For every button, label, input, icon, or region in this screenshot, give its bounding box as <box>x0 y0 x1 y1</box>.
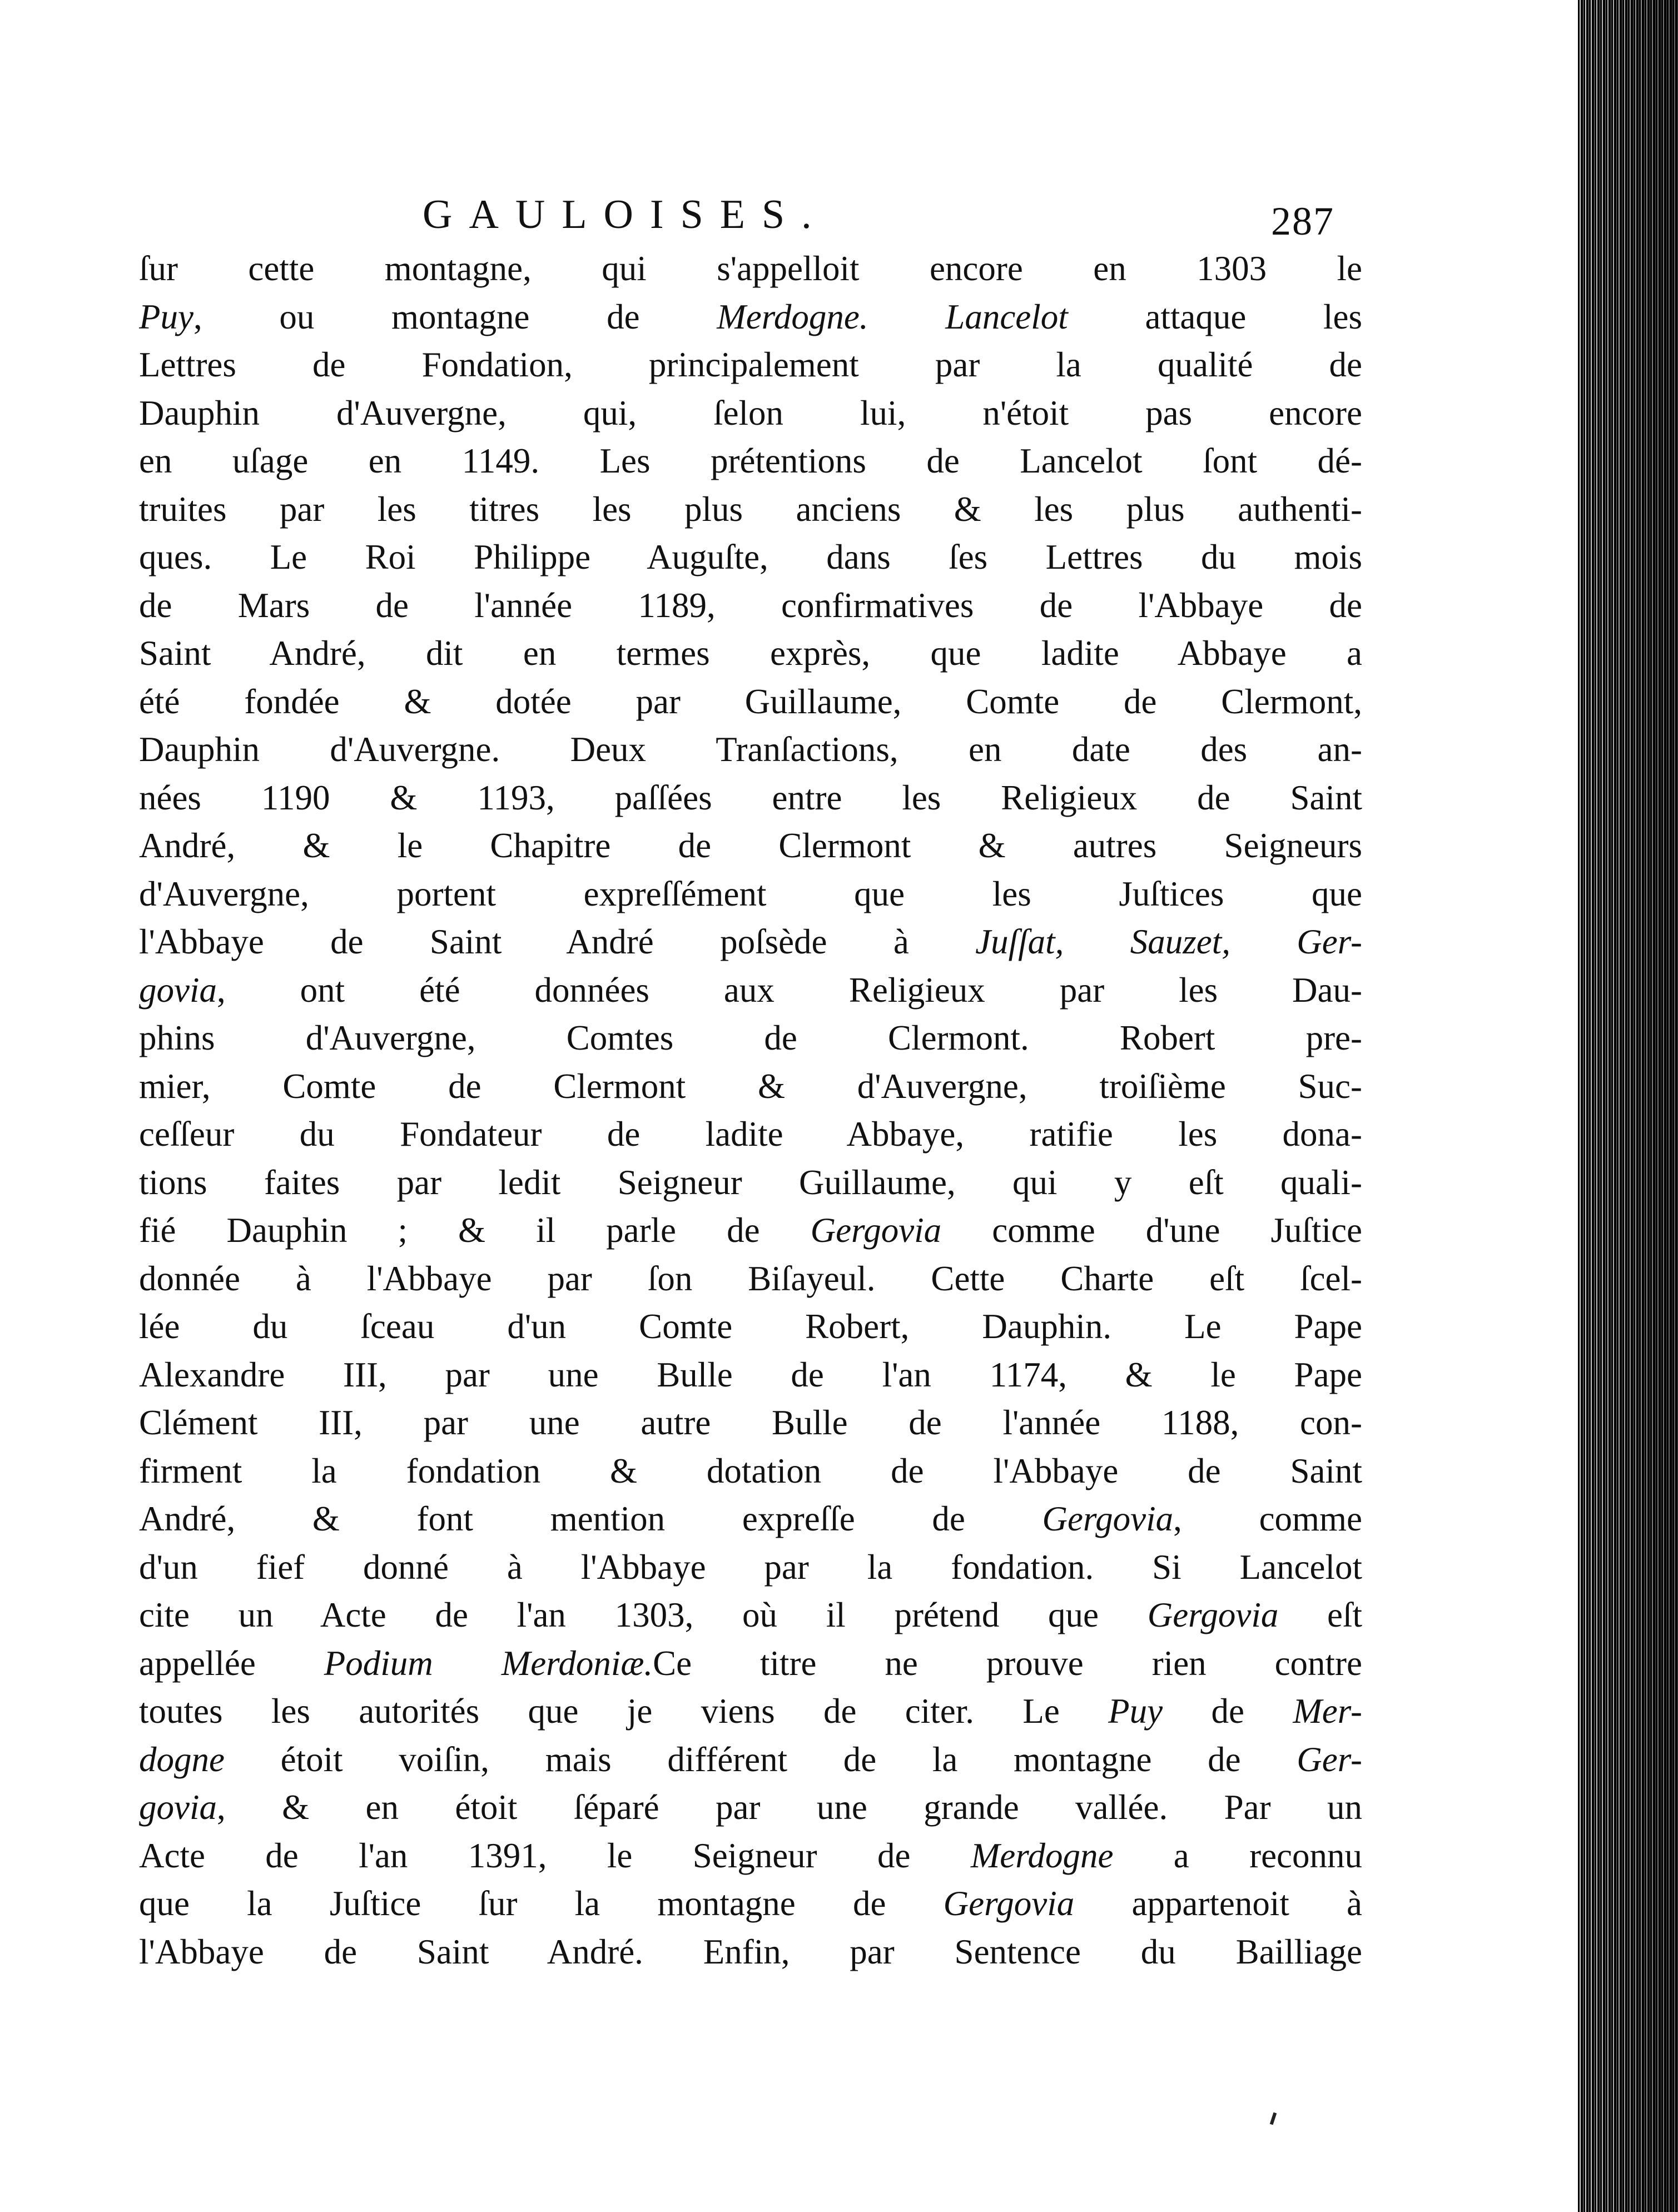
text-segment: André, & le Chapitre de Clermont & autres Seigneurs <box>139 826 1362 865</box>
text-line <box>139 533 1362 581</box>
text-segment: appartenoit à <box>1074 1884 1362 1923</box>
text-segment: de Mars de l'année 1189, confirmatives de l'Abbaye de <box>139 585 1362 625</box>
text-line <box>139 1687 1362 1736</box>
text-segment: ques. Le Roi Philippe Auguſte, dans ſes Lettres du mois <box>139 538 1362 576</box>
text-segment: , ont été données aux Religieux par les Dau- <box>216 970 1362 1010</box>
text-line <box>139 966 1362 1015</box>
italic-segment: Gergovia <box>1147 1595 1279 1634</box>
text-line <box>139 870 1362 918</box>
text-line <box>139 918 1362 966</box>
text-line <box>139 485 1362 534</box>
page-number: 287 <box>1271 199 1334 243</box>
italic-segment: Puy <box>1108 1692 1163 1731</box>
text-segment: firment la fondation & dotation de l'Abbaye de Saint <box>139 1451 1362 1490</box>
italic-segment: Merdogne <box>970 1836 1114 1875</box>
text-segment: toutes les autorités que je viens de citer. Le <box>139 1692 1109 1731</box>
text-line <box>139 389 1362 438</box>
text-segment: fié Dauphin ; & il parle de <box>139 1211 811 1250</box>
text-line <box>139 1736 1362 1784</box>
italic-segment: Merdogne. <box>717 297 868 336</box>
text-segment: cite un Acte de l'an 1303, où il prétend que <box>139 1595 1148 1634</box>
text-line <box>139 1159 1362 1207</box>
text-line <box>139 341 1362 389</box>
text-line <box>139 245 1362 293</box>
italic-segment: Juſſat, Sauzet, Ger- <box>975 922 1362 961</box>
text-segment: l'Abbaye de Saint André poſsède à <box>139 922 976 961</box>
text-line <box>139 1495 1362 1543</box>
text-segment: donnée à l'Abbaye par ſon Biſayeul. Cette Charte eſt ſcel- <box>139 1259 1362 1298</box>
text-line <box>139 1639 1362 1688</box>
text-segment: Clément III, par une autre Bulle de l'année 1188, con- <box>139 1403 1362 1442</box>
text-line <box>139 822 1362 870</box>
italic-segment: govia <box>139 970 217 1010</box>
italic-segment: Gergovia <box>1042 1499 1174 1538</box>
text-line <box>139 774 1362 822</box>
text-line <box>139 1447 1362 1495</box>
text-line <box>139 1351 1362 1399</box>
text-line <box>139 1255 1362 1303</box>
text-segment: de <box>1163 1692 1293 1731</box>
running-head <box>139 187 1362 242</box>
text-segment: d'Auvergne, portent expreſſément que les Juſtices que <box>139 874 1362 913</box>
text-segment: a reconnu <box>1113 1836 1362 1875</box>
text-line <box>139 1880 1362 1928</box>
text-block <box>139 187 1362 1976</box>
text-line <box>139 725 1362 774</box>
text-segment: , & en étoit ſéparé par une grande vallée. Par un <box>216 1788 1362 1827</box>
text-segment: mier, Comte de Clermont & d'Auvergne, troiſième Suc- <box>139 1066 1362 1106</box>
text-segment: comme d'une Juſtice <box>941 1211 1362 1250</box>
text-segment: attaque les <box>1068 297 1362 336</box>
text-line <box>139 1928 1362 1976</box>
text-segment: truites par les titres les plus anciens & les plus authenti- <box>139 489 1362 529</box>
italic-segment: Ger- <box>1297 1739 1362 1779</box>
book-edge-shadow <box>1578 0 1678 2212</box>
text-segment: Acte de l'an 1391, le Seigneur de <box>139 1836 971 1875</box>
ink-speck <box>1270 2112 1277 2125</box>
text-line <box>139 629 1362 678</box>
text-segment: Saint André, dit en termes exprès, que ladite Abbaye a <box>139 634 1362 673</box>
text-segment: ſur cette montagne, qui s'appelloit encore en 1303 le <box>139 249 1362 288</box>
text-line <box>139 1062 1362 1111</box>
text-segment <box>868 297 946 336</box>
text-line <box>139 1014 1362 1062</box>
italic-segment: Gergovia <box>943 1884 1075 1923</box>
text-line <box>139 1543 1362 1592</box>
text-segment: André, & font mention expreſſe de <box>139 1499 1042 1538</box>
text-line <box>139 437 1362 485</box>
text-line <box>139 293 1362 341</box>
italic-segment: Podium Merdoniæ. <box>324 1643 653 1683</box>
text-segment: Dauphin d'Auvergne. Deux Tranſactions, en date des an- <box>139 730 1362 769</box>
text-segment: étoit voiſin, mais différent de la montagne de <box>224 1739 1297 1779</box>
body-text <box>139 245 1362 1976</box>
text-segment: que la Juſtice ſur la montagne de <box>139 1884 944 1923</box>
text-segment: , comme <box>1173 1499 1362 1538</box>
italic-segment: Gergovia <box>810 1211 942 1250</box>
text-segment: Alexandre III, par une Bulle de l'an 1174, & le Pape <box>139 1355 1362 1394</box>
text-line <box>139 1591 1362 1639</box>
text-segment: ceſſeur du Fondateur de ladite Abbaye, ratifie les dona- <box>139 1115 1362 1154</box>
text-segment: Lettres de Fondation, principalement par la qualité de <box>139 345 1362 384</box>
running-head-title: GAULOISES. <box>423 192 828 237</box>
text-segment: d'un fief donné à l'Abbaye par la fondation. Si Lancelot <box>139 1547 1362 1587</box>
text-line <box>139 1110 1362 1159</box>
italic-segment: Lancelot <box>945 297 1068 336</box>
text-line <box>139 1303 1362 1351</box>
text-segment: appellée <box>139 1643 324 1683</box>
text-segment: lée du ſceau d'un Comte Robert, Dauphin. Le Pape <box>139 1307 1362 1346</box>
text-line <box>139 1206 1362 1255</box>
text-segment: été fondée & dotée par Guillaume, Comte de Clermont, <box>139 682 1362 721</box>
text-line <box>139 1783 1362 1832</box>
text-line <box>139 581 1362 630</box>
text-segment: nées 1190 & 1193, paſſées entre les Religieux de Saint <box>139 778 1362 817</box>
text-segment: phins d'Auvergne, Comtes de Clermont. Robert pre- <box>139 1018 1362 1057</box>
text-line <box>139 678 1362 726</box>
italic-segment: Puy <box>139 297 193 336</box>
text-line <box>139 1832 1362 1880</box>
text-segment: tions faites par ledit Seigneur Guillaume, qui y eſt quali- <box>139 1162 1362 1202</box>
italic-segment: govia <box>139 1788 217 1827</box>
italic-segment: Mer- <box>1293 1692 1362 1731</box>
text-line <box>139 1399 1362 1447</box>
text-segment: Dauphin d'Auvergne, qui, ſelon lui, n'étoit pas encore <box>139 393 1362 433</box>
text-segment: eſt <box>1278 1595 1362 1634</box>
text-segment: Ce titre ne prouve rien contre <box>653 1643 1362 1683</box>
text-segment: l'Abbaye de Saint André. Enfin, par Sentence du Bailliage <box>139 1932 1362 1971</box>
italic-segment: dogne <box>139 1739 225 1779</box>
text-segment: en uſage en 1149. Les prétentions de Lancelot ſont dé- <box>139 441 1362 480</box>
text-segment: , ou montagne de <box>193 297 717 336</box>
